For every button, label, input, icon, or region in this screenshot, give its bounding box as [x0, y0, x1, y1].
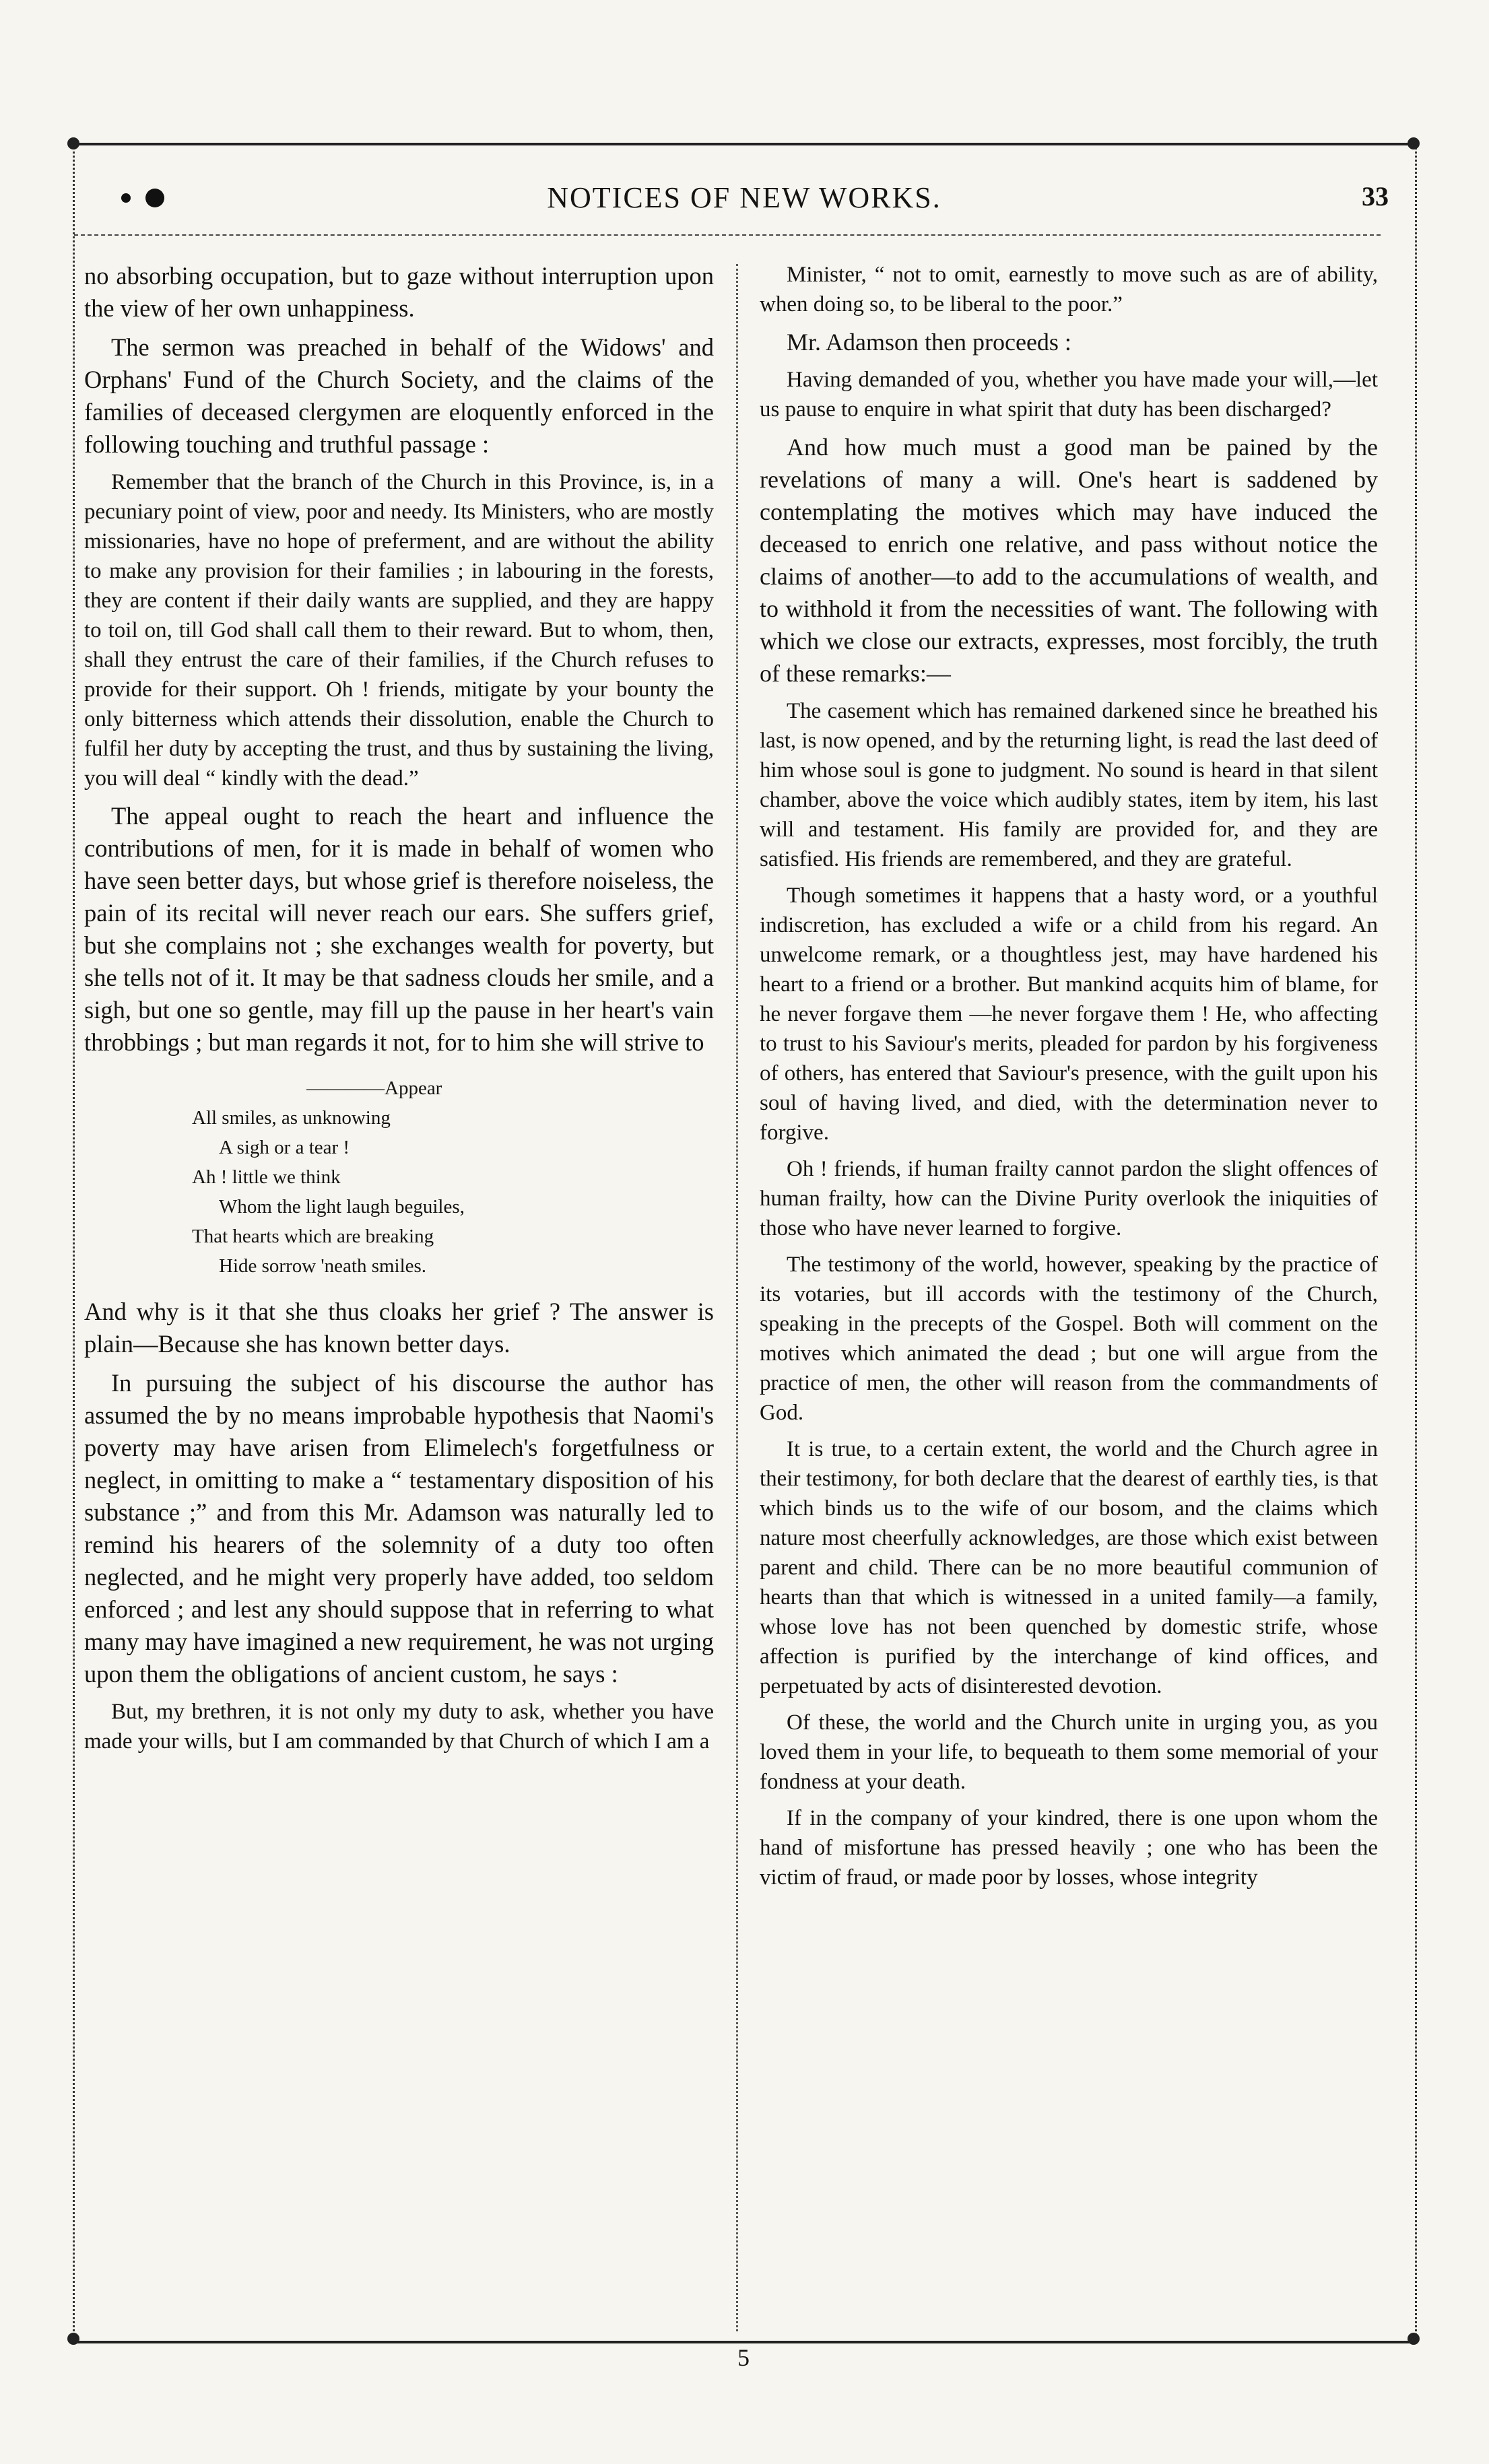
quoted-passage: The casement which has remained darkened since he breathed his last, is now opened, and by the returning light, is read the last deed of him whose soul is gone to judgment. No sound is heard in that silent chamber, above the voice which audibly states, item by item, his last will and testament. His family are provided for, and they are satisfied. His friends are remembered, and they are grateful. — [760, 699, 1378, 871]
poem-line: ————Appear — [306, 1077, 442, 1099]
quoted-passage: It is true, to a certain extent, the world and the Church agree in their testimony, for both declare that the dearest of earthly ties, is that which binds us to the wife of our bosom, and the claims which nature most cheerfully acknowledges, are those which exist between parent and child. There can be no more beautiful communion of hearts than that which is witnessed in a united family—a family, whose love has not been quenched by domestic strife, whose affection is purified by the interchange of kind offices, and perpetuated by acts of disinterested devotion. — [760, 1437, 1378, 1698]
poem-line: Hide sorrow 'neath smiles. — [219, 1255, 427, 1277]
quoted-passage: But, my brethren, it is not only my duty to ask, whether you have made your wills, but I am commanded by that Church of which I am a — [84, 1700, 714, 1754]
corner-ornament — [1408, 137, 1420, 149]
right-column — [760, 260, 1378, 1899]
quoted-passage: If in the company of your kindred, there is one upon whom the hand of misfortune has pressed heavily ; one who has been the victim of fraud, or made poor by losses, whose integrity — [760, 1806, 1378, 1890]
paragraph: And how much must a good man be pained by the revelations of many a will. One's heart is saddened by contemplating the motives which may have induced the deceased to enrich one relative, and pass without notice the claims of another—to add to the accumulations of wealth, and to withhold it from the necessities of want. The following with which we close our extracts, expresses, most forcibly, the truth of these remarks:— — [760, 434, 1378, 687]
paragraph: no absorbing occupation, but to gaze without interruption upon the view of her own unhappiness. — [84, 262, 714, 322]
poem-line: Ah ! little we think — [192, 1166, 341, 1188]
quoted-passage: Of these, the world and the Church unite in urging you, as you loved them in your life, to bequeath to them some memorial of your fondness at your death. — [760, 1710, 1378, 1794]
corner-ornament — [67, 2333, 79, 2345]
poem-line: That hearts which are breaking — [192, 1226, 434, 1247]
poem-line: Whom the light laugh beguiles, — [219, 1196, 465, 1218]
quoted-passage: Minister, “ not to omit, earnestly to move such as are of ability, when doing so, to be liberal to the poor.” — [760, 263, 1378, 317]
paragraph: And why is it that she thus cloaks her grief ? The answer is plain—Because she has known better days. — [84, 1298, 714, 1358]
paragraph: In pursuing the subject of his discourse the author has assumed the by no means improbable hypothesis that Naomi's poverty may have arisen from Elimelech's forgetfulness or neglect, in omitting to make a “ testamentary disposition of his substance ;” and from this Mr. Adamson was naturally led to remind his hearers of the solemnity of a duty too often neglected, and he might very properly have added, too seldom enforced ; and lest any should suppose that in referring to what many may have imagined a new requirement, he was not urging upon them the obligations of ancient custom, he says : — [84, 1369, 714, 1688]
quoted-passage: Oh ! friends, if human frailty cannot pardon the slight offences of human frailty, how can the Divine Purity overlook the iniquities of those who have never learned to forgive. — [760, 1157, 1378, 1240]
corner-ornament — [67, 137, 79, 149]
page-number: 33 — [1362, 181, 1389, 211]
poem-line: A sigh or a tear ! — [219, 1137, 350, 1158]
column-divider — [736, 264, 738, 2331]
paragraph: The appeal ought to reach the heart and influence the contributions of men, for it is made in behalf of women who have seen better days, but whose grief is therefore noiseless, the pain of its recital will never reach our ears. She suffers grief, but she complains not ; she exchanges wealth for poverty, but she tells not of it. It may be that sadness clouds her smile, and a sigh, but one so gentle, may fill up the pause in her heart's vain throbbings ; but man regards it not, for to him she will strive to — [84, 802, 714, 1056]
quoted-passage: The testimony of the world, however, speaking by the practice of its votaries, but ill accords with the testimony of the Church, speaking in the precepts of the Gospel. Both will comment on the motives which animated the dead ; but one will argue from the practice of men, the other will reason from the commandments of God. — [760, 1253, 1378, 1425]
running-title: NOTICES OF NEW WORKS. — [547, 181, 941, 214]
quoted-passage: Having demanded of you, whether you have made your will,—let us pause to enquire in what spirit that duty has been discharged? — [760, 368, 1378, 422]
signature-mark: 5 — [737, 2344, 750, 2371]
quoted-passage: Remember that the branch of the Church in this Province, is, in a pecuniary point of view, poor and needy. Its Ministers, who are mostly missionaries, have no hope of preferment, and are without the ability to make any provision for their families ; in labouring in the forests, they are content if their daily wants are supplied, and they are happy to toil on, till God shall call them to their reward. But to whom, then, shall they entrust the care of their families, if the Church refuses to provide for their support. Oh ! friends, mitigate by your bounty the only bitterness which attends their dissolution, enable the Church to fulfil her duty by accepting the trust, and thus by sustaining the living, you will deal “ kindly with the dead.” — [84, 470, 714, 791]
poem-line: All smiles, as unknowing — [192, 1107, 391, 1129]
quoted-passage: Though sometimes it happens that a hasty word, or a youthful indiscretion, has excluded a wife or a child from his regard. An unwelcome remark, or a thoughtless jest, may have hardened his heart to a friend or a brother. But mankind acquits him of blame, for he never forgave them —he never forgave them ! He, who affecting to trust to his Saviour's merits, pleaded for pardon by his forgiveness of others, has entered that Saviour's presence, with the guilt upon his soul of having lived, and died, with the determination never to forgive. — [760, 884, 1378, 1145]
page-header — [81, 180, 1408, 221]
poem — [192, 1073, 714, 1281]
paragraph: Mr. Adamson then proceeds : — [787, 329, 1071, 356]
left-column — [84, 260, 714, 1763]
paragraph: The sermon was preached in behalf of the Widows' and Orphans' Fund of the Church Society, and the claims of the families of deceased clergymen are eloquently enforced in the following touching and truthful passage : — [84, 333, 714, 458]
header-rule — [74, 234, 1381, 236]
corner-ornament — [1408, 2333, 1420, 2345]
